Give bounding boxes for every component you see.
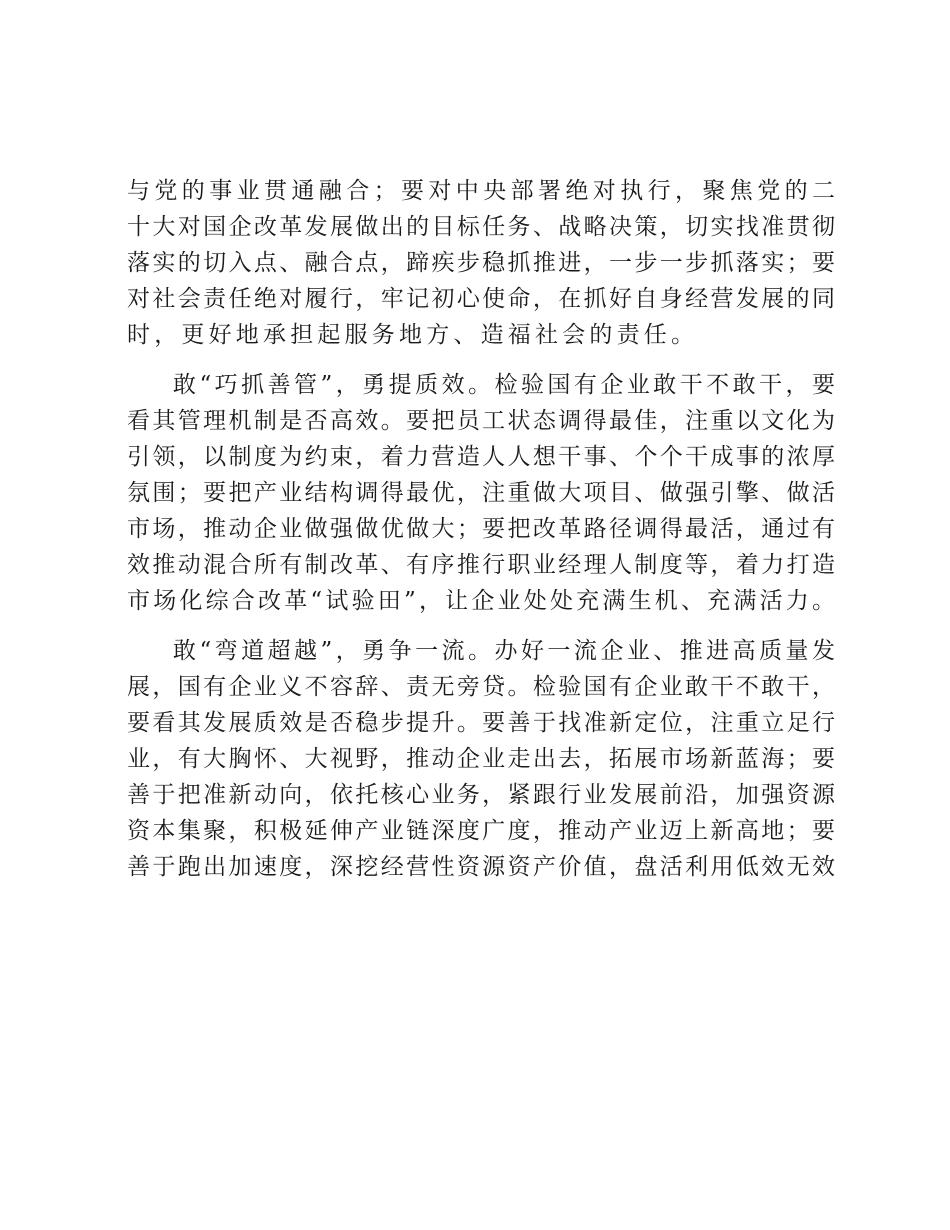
text-line: 落实的切入点、融合点，蹄疾步稳抓推进，一步一步抓落实；要 bbox=[127, 250, 835, 276]
document-body bbox=[127, 173, 835, 885]
text-line: 展，国有企业义不容辞、责无旁贷。检验国有企业敢干不敢干， bbox=[127, 674, 835, 700]
text-line: 效推动混合所有制改革、有序推行职业经理人制度等，着力打造 bbox=[127, 552, 835, 578]
text-line: 善于把准新动向，依托核心业务，紧跟行业发展前沿，加强资源 bbox=[127, 782, 835, 808]
text-line: 引领，以制度为约束，着力营造人人想干事、个个干成事的浓厚 bbox=[127, 444, 835, 470]
text-line: 市场化综合改革“试验田”，让企业处处充满生机、充满活力。 bbox=[127, 588, 835, 614]
text-line: 业，有大胸怀、大视野，推动企业走出去，拓展市场新蓝海；要 bbox=[127, 746, 835, 772]
text-line: 时，更好地承担起服务地方、造福社会的责任。 bbox=[127, 322, 699, 348]
text-line: 看其管理机制是否高效。要把员工状态调得最佳，注重以文化为 bbox=[127, 408, 835, 434]
text-line: 资本集聚，积极延伸产业链深度广度，推动产业迈上新高地；要 bbox=[127, 818, 835, 844]
text-line: 敢“巧抓善管”，勇提质效。检验国有企业敢干不敢干，要 bbox=[173, 372, 835, 398]
text-line: 与党的事业贯通融合；要对中央部署绝对执行，聚焦党的二 bbox=[127, 178, 835, 204]
paragraph-3 bbox=[127, 633, 835, 885]
text-line: 氛围；要把产业结构调得最优，注重做大项目、做强引擎、做活 bbox=[127, 480, 835, 506]
text-line: 要看其发展质效是否稳步提升。要善于找准新定位，注重立足行 bbox=[127, 710, 835, 736]
paragraph-2 bbox=[127, 367, 835, 619]
text-line: 市场，推动企业做强做优做大；要把改革路径调得最活，通过有 bbox=[127, 516, 835, 542]
text-line: 敢“弯道超越”，勇争一流。办好一流企业、推进高质量发 bbox=[173, 638, 835, 664]
text-line: 对社会责任绝对履行，牢记初心使命，在抓好自身经营发展的同 bbox=[127, 286, 835, 312]
text-line: 善于跑出加速度，深挖经营性资源资产价值，盘活利用低效无效 bbox=[127, 854, 835, 880]
paragraph-1 bbox=[127, 173, 835, 353]
text-line: 十大对国企改革发展做出的目标任务、战略决策，切实找准贯彻 bbox=[127, 214, 835, 240]
